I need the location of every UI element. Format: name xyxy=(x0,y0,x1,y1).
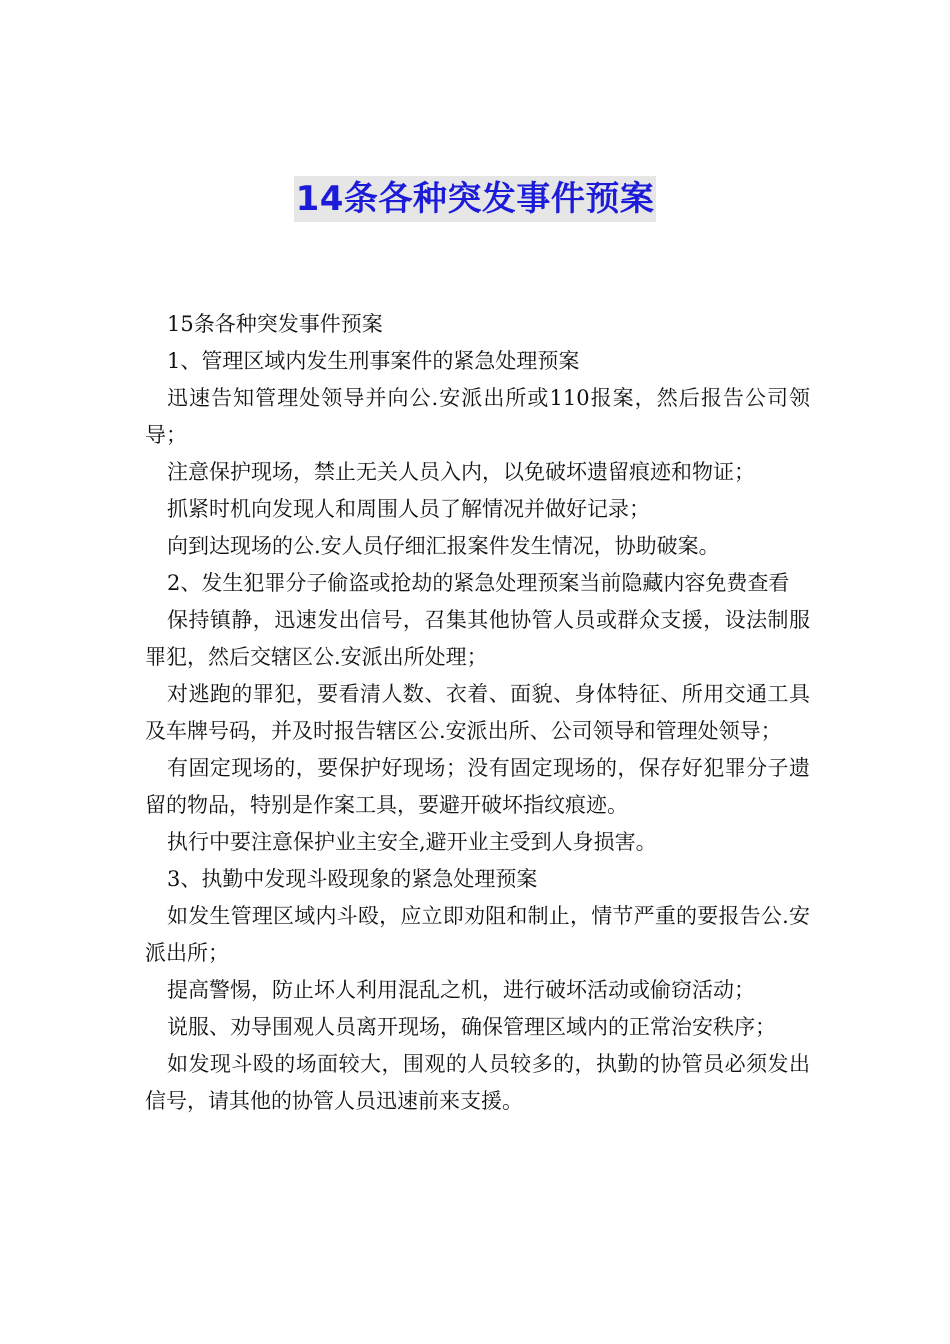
document-title: 14条各种突发事件预案 xyxy=(294,176,657,222)
paragraph: 说服、劝导围观人员离开现场，确保管理区域内的正常治安秩序； xyxy=(167,1015,776,1039)
paragraph-subtitle: 15条各种突发事件预案 xyxy=(167,312,383,336)
paragraph: 对逃跑的罪犯，要看清人数、衣着、面貌、身体特征、所用交通工具及车牌号码，并及时报告辖区公.安派出所、公司领导和管理处领导； xyxy=(145,682,810,743)
section-heading-2: 2、发生犯罪分子偷盗或抢劫的紧急处理预案当前隐藏内容免费查看 xyxy=(167,571,790,595)
paragraph: 执行中要注意保护业主安全,避开业主受到人身损害。 xyxy=(167,830,657,854)
paragraph: 抓紧时机向发现人和周围人员了解情况并做好记录； xyxy=(167,497,650,521)
paragraph: 如发现斗殴的场面较大，围观的人员较多的，执勤的协管员必须发出信号，请其他的协管人员迅速前来支援。 xyxy=(145,1052,810,1113)
title-container xyxy=(0,176,950,222)
paragraph: 注意保护现场，禁止无关人员入内，以免破坏遗留痕迹和物证； xyxy=(167,460,755,484)
section-heading-3: 3、执勤中发现斗殴现象的紧急处理预案 xyxy=(167,867,538,891)
paragraph: 提高警惕，防止坏人利用混乱之机，进行破坏活动或偷窃活动； xyxy=(167,978,755,1002)
section-heading-1: 1、管理区域内发生刑事案件的紧急处理预案 xyxy=(167,349,580,373)
paragraph: 迅速告知管理处领导并向公.安派出所或110报案，然后报告公司领导； xyxy=(145,386,810,447)
paragraph: 有固定现场的，要保护好现场；没有固定现场的，保存好犯罪分子遗留的物品，特别是作案工具，要避开破坏指纹痕迹。 xyxy=(145,756,810,817)
paragraph: 向到达现场的公.安人员仔细汇报案件发生情况，协助破案。 xyxy=(167,534,720,558)
paragraph: 如发生管理区域内斗殴，应立即劝阻和制止，情节严重的要报告公.安派出所； xyxy=(145,904,810,965)
paragraph: 保持镇静，迅速发出信号，召集其他协管人员或群众支援，设法制服罪犯，然后交辖区公.安派出所处理； xyxy=(145,608,810,669)
document-body xyxy=(145,306,810,1120)
